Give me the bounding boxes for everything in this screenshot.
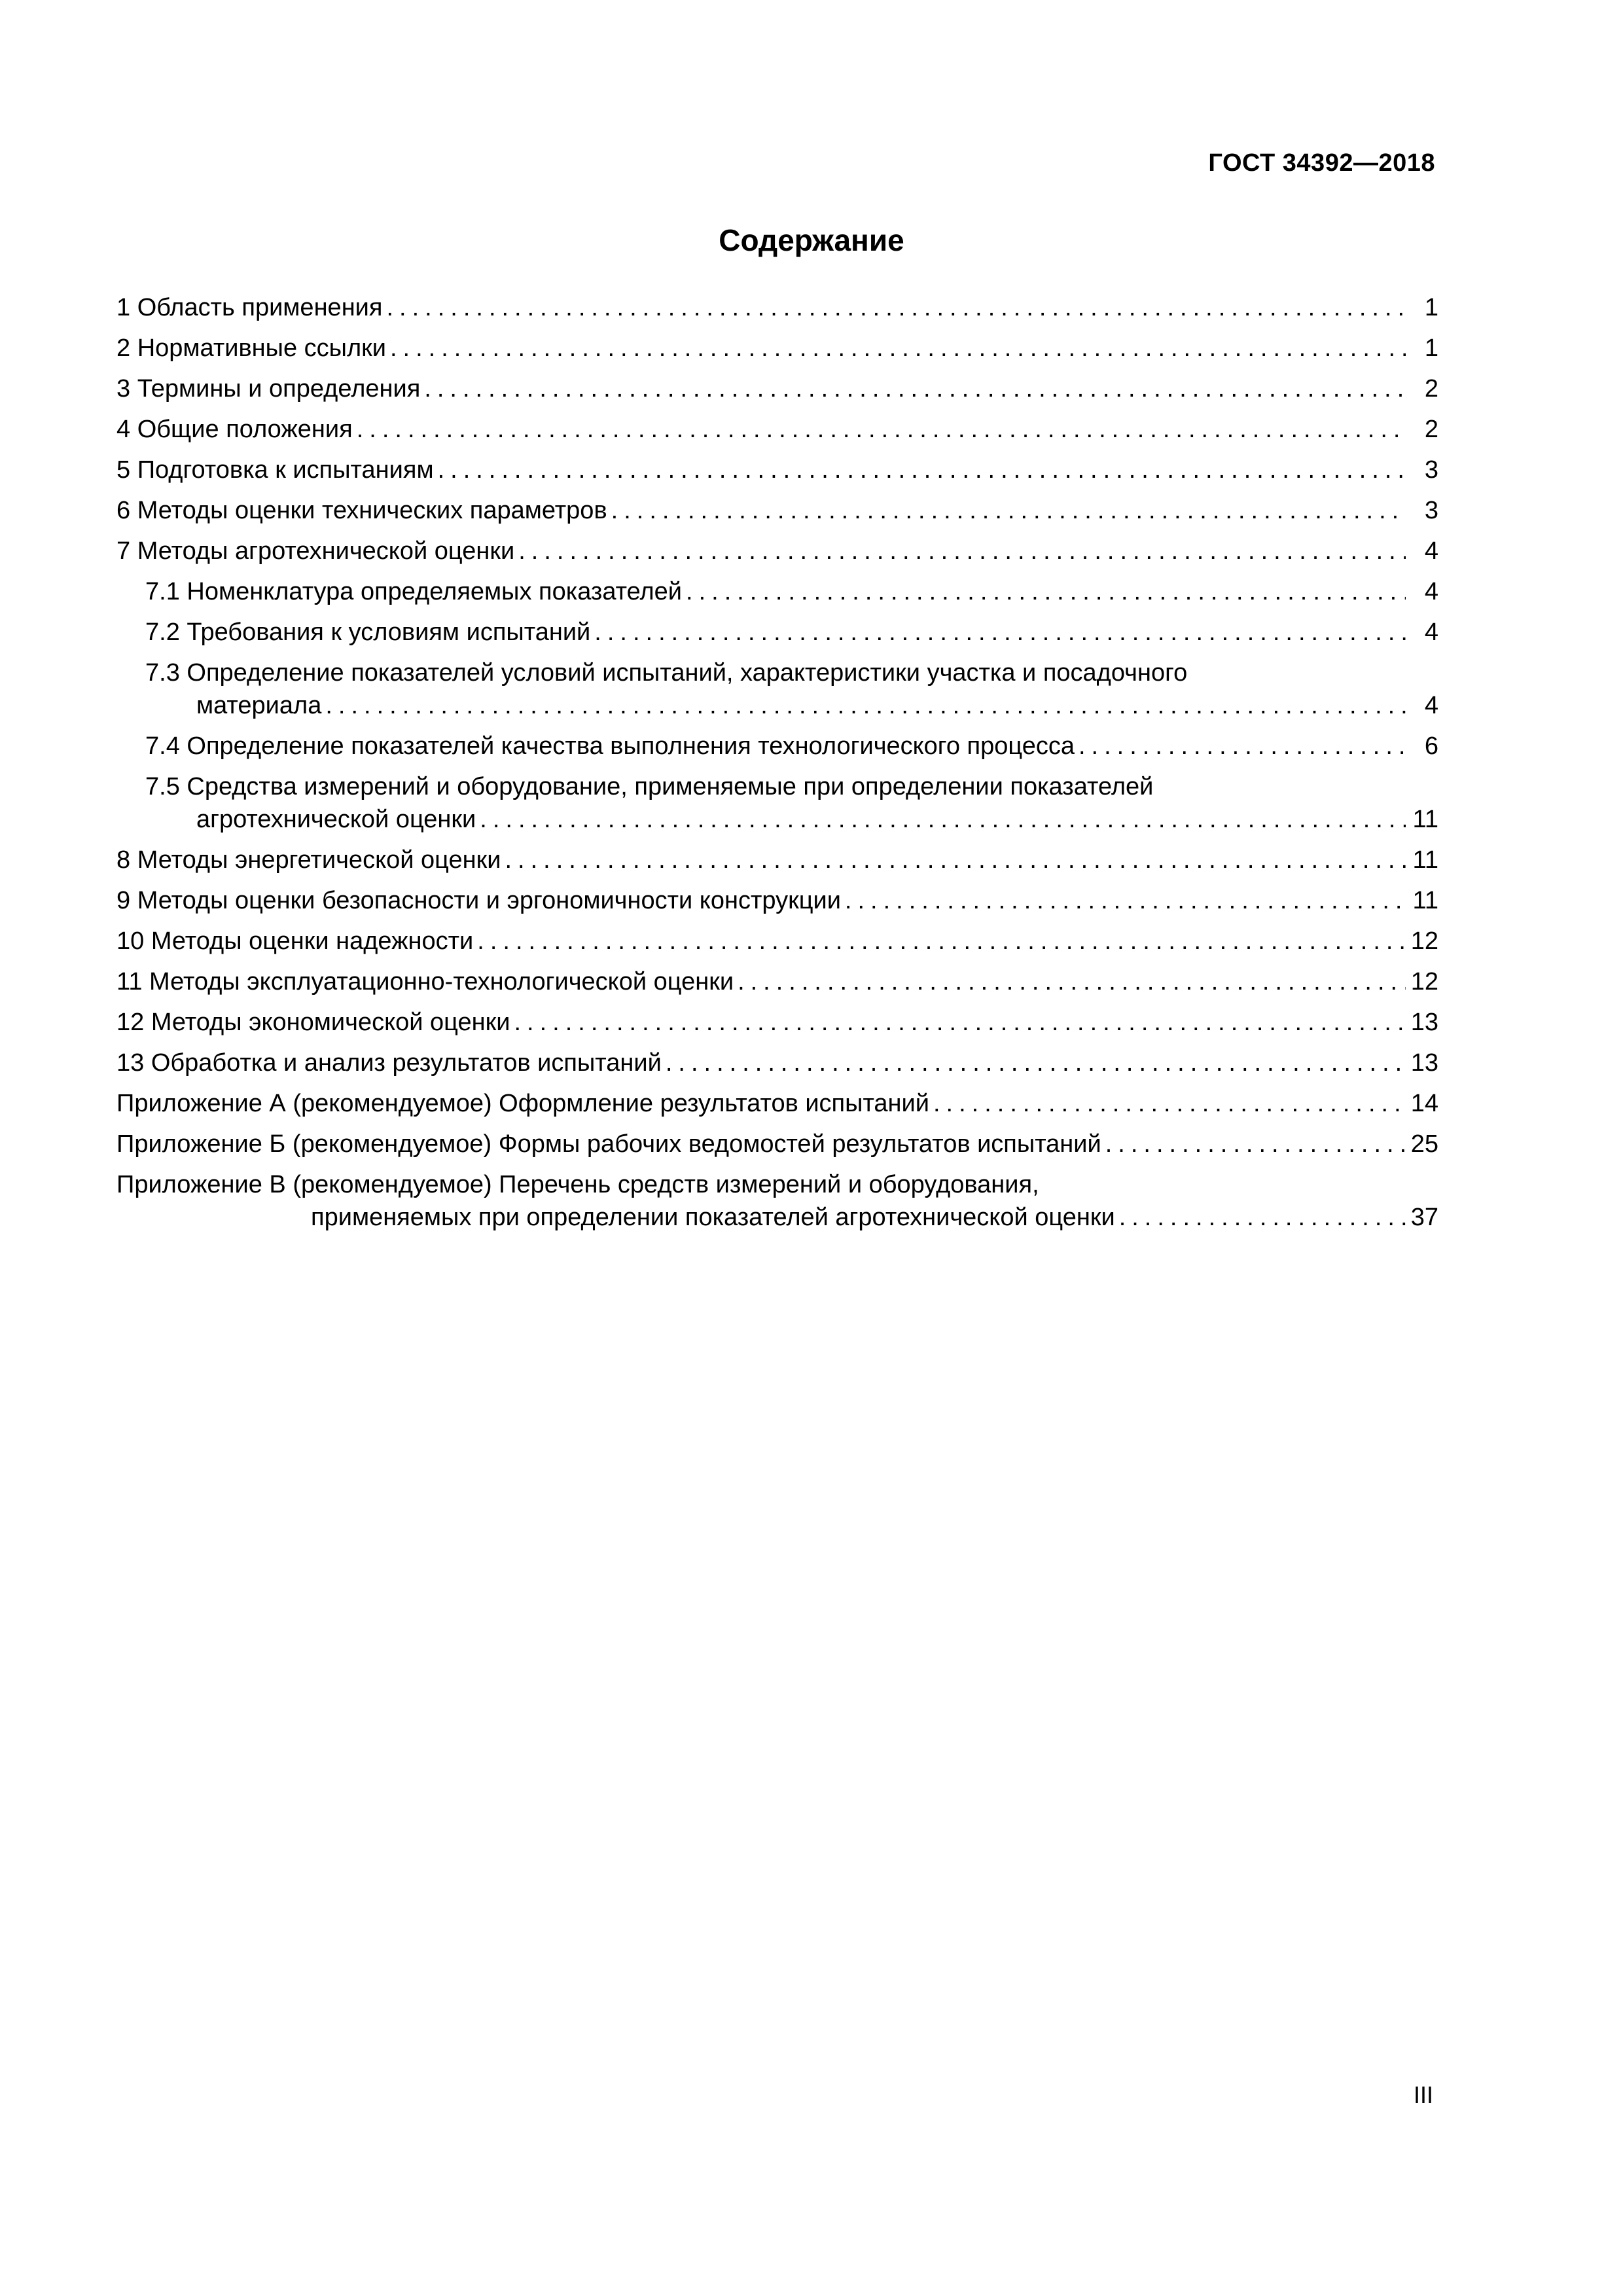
toc-entry-line bbox=[116, 1087, 1438, 1120]
toc-entry-line bbox=[116, 884, 1438, 917]
toc-entry-line bbox=[116, 1201, 1438, 1234]
toc-entry[interactable] bbox=[116, 1128, 1438, 1160]
toc-entry-title: 5 Подготовка к испытаниям bbox=[116, 456, 434, 484]
toc-entry-line bbox=[116, 1128, 1438, 1160]
toc-entry-page: 6 bbox=[1424, 732, 1438, 760]
toc-entry[interactable] bbox=[116, 730, 1438, 762]
dot-leader bbox=[933, 1087, 1406, 1120]
toc-entry-line bbox=[116, 291, 1438, 324]
toc-entry-line bbox=[145, 656, 1438, 689]
toc-entry[interactable] bbox=[116, 884, 1438, 917]
toc-entry-line bbox=[116, 413, 1438, 446]
toc-entry-title: 1 Область применения bbox=[116, 294, 383, 321]
toc-entry-page: 25 bbox=[1410, 1130, 1438, 1158]
toc-entry-page: 12 bbox=[1410, 968, 1438, 996]
toc-entry[interactable] bbox=[116, 616, 1438, 649]
toc-entry-title: Приложение Б (рекомендуемое) Формы рабочих ведомостей результатов испытаний bbox=[116, 1130, 1101, 1158]
toc-entry-line bbox=[116, 535, 1438, 567]
toc-entry[interactable] bbox=[116, 844, 1438, 876]
toc-entry-title: Приложение А (рекомендуемое) Оформление результатов испытаний bbox=[116, 1090, 929, 1117]
dot-leader bbox=[514, 1006, 1406, 1039]
toc-entry-page: 37 bbox=[1410, 1204, 1438, 1231]
toc-entry-title: материала bbox=[196, 692, 322, 719]
toc-entry-page: 2 bbox=[1424, 375, 1438, 403]
toc-entry-line bbox=[116, 844, 1438, 876]
toc-entry[interactable] bbox=[116, 494, 1438, 527]
toc-entry[interactable] bbox=[116, 1006, 1438, 1039]
toc-entry-title: 10 Методы оценки надежности bbox=[116, 927, 474, 955]
toc-entry-page: 13 bbox=[1410, 1009, 1438, 1036]
dot-leader bbox=[845, 884, 1406, 917]
toc-entry-title: 7.1 Номенклатура определяемых показателей bbox=[145, 578, 683, 605]
toc-entry-page: 2 bbox=[1424, 416, 1438, 443]
toc-entry-line bbox=[116, 1006, 1438, 1039]
toc-entry-line bbox=[116, 965, 1438, 998]
toc-entry-page: 13 bbox=[1410, 1049, 1438, 1077]
toc-entry-title: 6 Методы оценки технических параметров bbox=[116, 497, 607, 524]
toc-entry[interactable] bbox=[116, 770, 1438, 836]
toc-entry-title: применяемых при определении показателей агротехнической оценки bbox=[311, 1204, 1115, 1231]
toc-entry-page: 11 bbox=[1412, 806, 1438, 833]
toc-entry-line bbox=[116, 1047, 1438, 1079]
dot-leader bbox=[1105, 1128, 1406, 1160]
page-number: III bbox=[1413, 2081, 1433, 2108]
dot-leader bbox=[480, 803, 1406, 836]
toc-entry-line bbox=[116, 454, 1438, 486]
toc-entry-page: 3 bbox=[1424, 456, 1438, 484]
dot-leader bbox=[390, 332, 1406, 365]
toc-entry[interactable] bbox=[116, 291, 1438, 324]
dot-leader bbox=[438, 454, 1406, 486]
toc-entry-page: 1 bbox=[1424, 334, 1438, 362]
toc-entry-page: 1 bbox=[1424, 294, 1438, 321]
toc-entry-line bbox=[145, 575, 1438, 608]
toc-entry-page: 11 bbox=[1412, 846, 1438, 874]
dot-leader bbox=[424, 372, 1406, 405]
toc-entry-page: 3 bbox=[1424, 497, 1438, 524]
toc-entry[interactable] bbox=[116, 413, 1438, 446]
dot-leader bbox=[518, 535, 1406, 567]
toc-entry-title: 9 Методы оценки безопасности и эргономичности конструкции bbox=[116, 887, 841, 914]
toc-entry-title: 4 Общие положения bbox=[116, 416, 353, 443]
dot-leader bbox=[594, 616, 1406, 649]
toc-entry-title: 7.4 Определение показателей качества выполнения технологического процесса bbox=[145, 732, 1075, 760]
dot-leader bbox=[325, 689, 1406, 722]
toc-entry[interactable] bbox=[116, 965, 1438, 998]
toc-entry-title: 11 Методы эксплуатационно-технологической оценки bbox=[116, 968, 734, 996]
dot-leader bbox=[666, 1047, 1406, 1079]
toc-entry-title: 8 Методы энергетической оценки bbox=[116, 846, 501, 874]
toc-entry-page: 4 bbox=[1424, 537, 1438, 565]
toc-entry-title: 7.5 Средства измерений и оборудование, применяемые при определении показателей bbox=[145, 773, 1154, 800]
toc-entry-line bbox=[145, 616, 1438, 649]
toc-entry[interactable] bbox=[116, 454, 1438, 486]
toc-entry-title: 12 Методы экономической оценки bbox=[116, 1009, 510, 1036]
toc-entry-line bbox=[116, 494, 1438, 527]
toc-title: Содержание bbox=[719, 223, 904, 257]
dot-leader bbox=[1079, 730, 1406, 762]
toc-entry-title: 7.2 Требования к условиям испытаний bbox=[145, 619, 591, 646]
toc-entry-title: агротехнической оценки bbox=[196, 806, 476, 833]
toc-entry-page: 4 bbox=[1424, 692, 1438, 719]
dot-leader bbox=[611, 494, 1406, 527]
toc-entry[interactable] bbox=[116, 656, 1438, 722]
toc-entry-title: 2 Нормативные ссылки bbox=[116, 334, 386, 362]
toc-entry-line bbox=[116, 1168, 1438, 1201]
toc-entry[interactable] bbox=[116, 575, 1438, 608]
document-code: ГОСТ 34392—2018 bbox=[1208, 149, 1435, 177]
dot-leader bbox=[1119, 1201, 1406, 1234]
dot-leader bbox=[505, 844, 1406, 876]
toc-entry[interactable] bbox=[116, 1047, 1438, 1079]
toc-entry-title: 13 Обработка и анализ результатов испытаний bbox=[116, 1049, 662, 1077]
toc-entry-page: 11 bbox=[1412, 887, 1438, 914]
toc-entry[interactable] bbox=[116, 1168, 1438, 1234]
table-of-contents bbox=[116, 291, 1438, 1242]
toc-entry-line bbox=[116, 925, 1438, 958]
toc-entry-title: 7 Методы агротехнической оценки bbox=[116, 537, 515, 565]
toc-entry-page: 12 bbox=[1410, 927, 1438, 955]
toc-entry-title: 7.3 Определение показателей условий испытаний, характеристики участка и посадочного bbox=[145, 659, 1188, 687]
dot-leader bbox=[357, 413, 1406, 446]
dot-leader bbox=[686, 575, 1406, 608]
toc-entry-title: Приложение В (рекомендуемое) Перечень средств измерений и оборудования, bbox=[116, 1171, 1039, 1198]
toc-entry-page: 4 bbox=[1424, 619, 1438, 646]
toc-entry[interactable] bbox=[116, 372, 1438, 405]
toc-entry[interactable] bbox=[116, 535, 1438, 567]
toc-entry[interactable] bbox=[116, 1087, 1438, 1120]
toc-entry-page: 14 bbox=[1410, 1090, 1438, 1117]
toc-entry-line bbox=[145, 730, 1438, 762]
toc-entry-line bbox=[145, 803, 1438, 836]
toc-entry[interactable] bbox=[116, 925, 1438, 958]
dot-leader bbox=[477, 925, 1406, 958]
toc-entry-line bbox=[116, 332, 1438, 365]
toc-entry-title: 3 Термины и определения bbox=[116, 375, 421, 403]
toc-entry[interactable] bbox=[116, 332, 1438, 365]
toc-entry-line bbox=[116, 372, 1438, 405]
dot-leader bbox=[386, 291, 1406, 324]
toc-entry-page: 4 bbox=[1424, 578, 1438, 605]
toc-entry-line bbox=[145, 770, 1438, 803]
toc-entry-line bbox=[145, 689, 1438, 722]
dot-leader bbox=[738, 965, 1406, 998]
